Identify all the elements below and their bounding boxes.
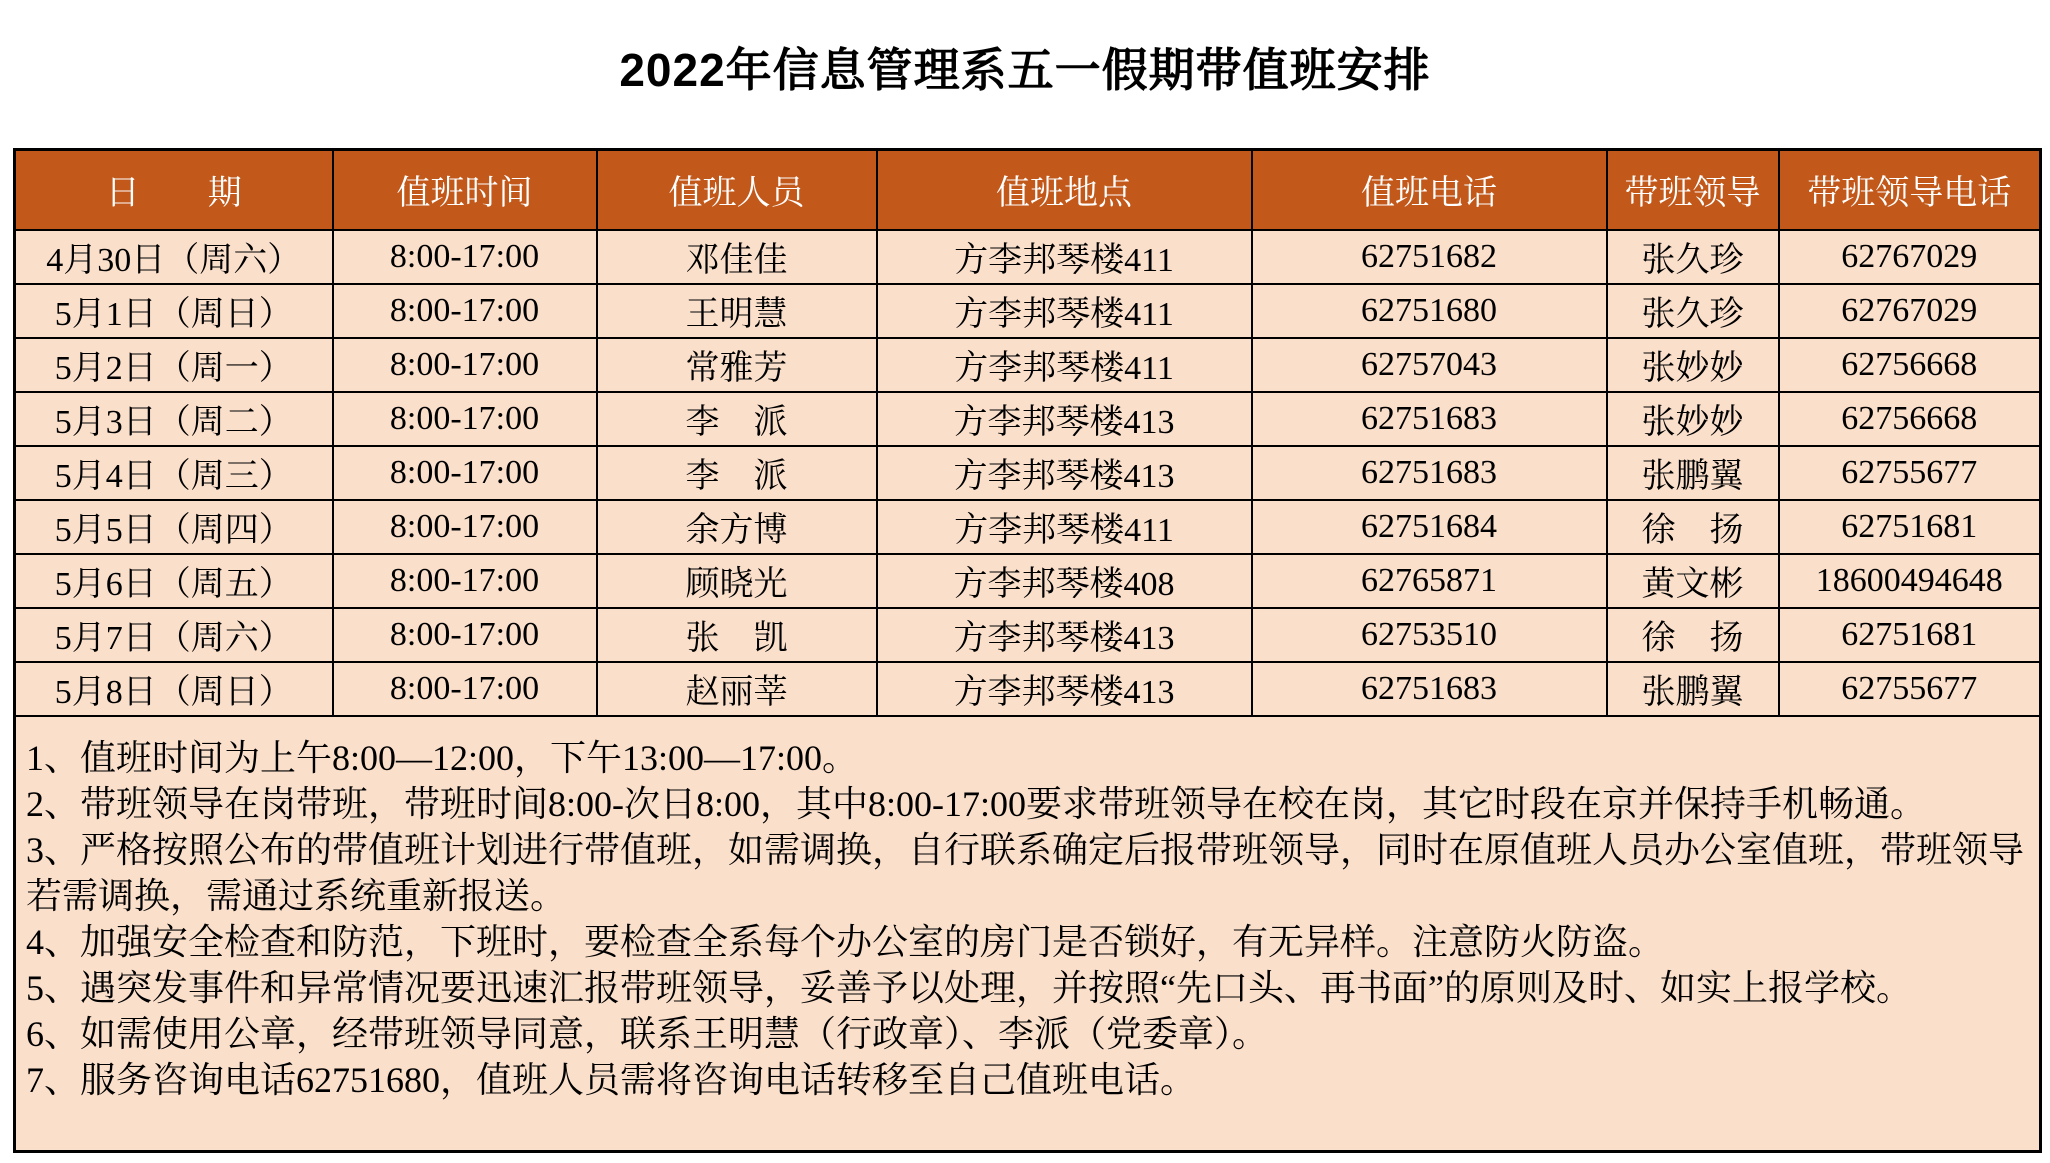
cell-person: 顾晓光 [597,554,877,608]
page-title: 2022年信息管理系五一假期带值班安排 [619,44,1431,96]
cell-phone: 62753510 [1252,608,1607,662]
cell-leader-phone: 62756668 [1779,392,2041,446]
cell-leader-phone: 62767029 [1779,284,2041,338]
table-row [15,338,2041,392]
header-duty-time: 值班时间 [333,150,597,230]
cell-person: 余方博 [597,500,877,554]
cell-leader: 张鹏翼 [1607,662,1779,716]
cell-date: 5月2日（周一） [15,338,333,392]
table-row [15,446,2041,500]
cell-phone: 62765871 [1252,554,1607,608]
header-duty-phone: 值班电话 [1252,150,1607,230]
cell-person: 张 凯 [597,608,877,662]
cell-location: 方李邦琴楼413 [877,392,1252,446]
cell-leader: 徐 扬 [1607,500,1779,554]
cell-phone: 62751683 [1252,662,1607,716]
cell-leader: 张久珍 [1607,230,1779,284]
header-duty-location: 值班地点 [877,150,1252,230]
cell-leader: 张久珍 [1607,284,1779,338]
cell-date: 5月7日（周六） [15,608,333,662]
cell-phone: 62751682 [1252,230,1607,284]
cell-location: 方李邦琴楼408 [877,554,1252,608]
note-line: 2、带班领导在岗带班，带班时间8:00-次日8:00，其中8:00-17:00要求带班领导在校在岗，其它时段在京并保持手机畅通。 [26,783,1926,824]
cell-date: 5月5日（周四） [15,500,333,554]
cell-person: 王明慧 [597,284,877,338]
cell-person: 常雅芳 [597,338,877,392]
cell-location: 方李邦琴楼411 [877,284,1252,338]
notes-cell [15,716,2041,1152]
cell-time: 8:00-17:00 [333,230,597,284]
cell-phone: 62751680 [1252,284,1607,338]
cell-time: 8:00-17:00 [333,500,597,554]
cell-leader-phone: 62767029 [1779,230,2041,284]
header-lead-leader: 带班领导 [1607,150,1779,230]
header-leader-phone: 带班领导电话 [1779,150,2041,230]
table-row [15,500,2041,554]
table-row [15,608,2041,662]
cell-leader: 张鹏翼 [1607,446,1779,500]
cell-phone: 62751683 [1252,392,1607,446]
note-line: 7、服务咨询电话62751680，值班人员需将咨询电话转移至自己值班电话。 [26,1059,1197,1100]
cell-date: 5月6日（周五） [15,554,333,608]
cell-person: 赵丽莘 [597,662,877,716]
cell-location: 方李邦琴楼413 [877,608,1252,662]
cell-phone: 62751684 [1252,500,1607,554]
cell-phone: 62751683 [1252,446,1607,500]
cell-location: 方李邦琴楼413 [877,662,1252,716]
cell-leader: 黄文彬 [1607,554,1779,608]
cell-date: 5月4日（周三） [15,446,333,500]
cell-leader: 徐 扬 [1607,608,1779,662]
cell-location: 方李邦琴楼411 [877,230,1252,284]
cell-time: 8:00-17:00 [333,554,597,608]
note-line: 5、遇突发事件和异常情况要迅速汇报带班领导，妥善予以处理，并按照“先口头、再书面”的原则及时、如实上报学校。 [26,967,1912,1008]
cell-time: 8:00-17:00 [333,284,597,338]
notes-row [15,716,2041,1152]
note-line: 4、加强安全检查和防范，下班时，要检查全系每个办公室的房门是否锁好，有无异样。注意防火防盗。 [26,921,1665,962]
header-duty-person: 值班人员 [597,150,877,230]
cell-date: 5月3日（周二） [15,392,333,446]
cell-location: 方李邦琴楼413 [877,446,1252,500]
cell-leader-phone: 18600494648 [1779,554,2041,608]
note-line: 1、值班时间为上午8:00—12:00，下午13:00—17:00。 [26,737,859,778]
cell-time: 8:00-17:00 [333,392,597,446]
cell-leader-phone: 62751681 [1779,500,2041,554]
cell-leader-phone: 62755677 [1779,662,2041,716]
cell-phone: 62757043 [1252,338,1607,392]
cell-person: 李 派 [597,392,877,446]
table-row [15,392,2041,446]
table-row [15,284,2041,338]
cell-date: 5月1日（周日） [15,284,333,338]
cell-time: 8:00-17:00 [333,446,597,500]
table-row [15,230,2041,284]
cell-leader-phone: 62751681 [1779,608,2041,662]
cell-leader: 张妙妙 [1607,392,1779,446]
table-row [15,662,2041,716]
note-line: 3、严格按照公布的带值班计划进行带值班，如需调换，自行联系确定后报带班领导，同时在原值班人员办公室值班，带班领导若需调换，需通过系统重新报送。 [26,829,2025,916]
cell-location: 方李邦琴楼411 [877,500,1252,554]
table-row [15,554,2041,608]
cell-date: 4月30日（周六） [15,230,333,284]
cell-leader-phone: 62755677 [1779,446,2041,500]
note-line: 6、如需使用公章，经带班领导同意，联系王明慧（行政章）、李派（党委章）。 [26,1013,1269,1054]
cell-date: 5月8日（周日） [15,662,333,716]
cell-time: 8:00-17:00 [333,662,597,716]
duty-schedule-table [13,148,2042,1153]
cell-person: 邓佳佳 [597,230,877,284]
cell-location: 方李邦琴楼411 [877,338,1252,392]
cell-leader-phone: 62756668 [1779,338,2041,392]
cell-time: 8:00-17:00 [333,338,597,392]
cell-time: 8:00-17:00 [333,608,597,662]
cell-leader: 张妙妙 [1607,338,1779,392]
table-header-row [15,150,2041,230]
header-date: 日 期 [15,150,333,230]
cell-person: 李 派 [597,446,877,500]
